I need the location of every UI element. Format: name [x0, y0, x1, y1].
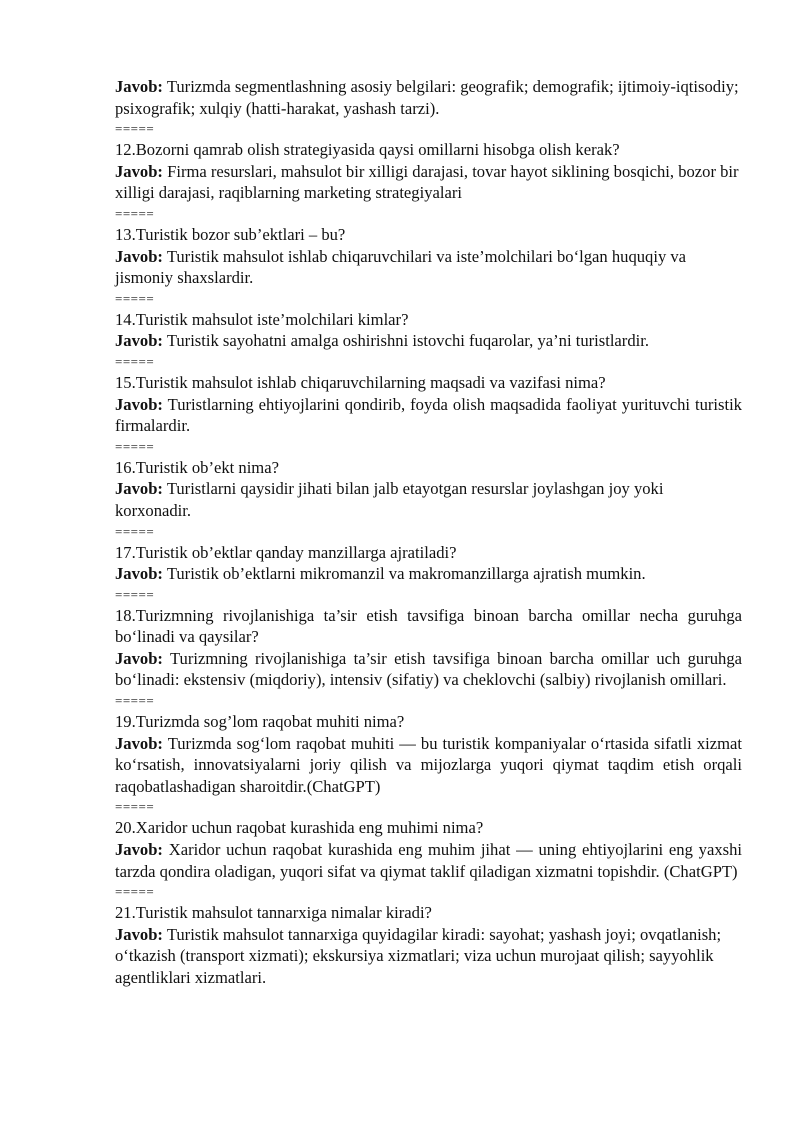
answer-label: Javob:	[115, 77, 163, 96]
question: 19.Turizmda sog’lom raqobat muhiti nima?	[115, 712, 405, 732]
qa-entry-14	[115, 309, 742, 372]
separator: =====	[115, 353, 155, 369]
qa-entry-21	[115, 902, 742, 988]
question: 17.Turistik ob’ektlar qanday manzillarga ajratiladi?	[115, 542, 457, 562]
answer-label: Javob:	[115, 924, 163, 944]
answer	[115, 924, 742, 989]
qa-entry-18	[115, 605, 742, 711]
answer	[115, 330, 742, 352]
answer-text: Turistlarni qaysidir jihati bilan jalb etayotgan resurslar joylashgan joy yoki korxonadir.	[115, 479, 664, 520]
answer	[115, 563, 742, 585]
answer-label: Javob:	[115, 394, 163, 414]
qa-entry-19	[115, 711, 742, 817]
separator: =====	[115, 290, 155, 306]
answer	[115, 733, 742, 798]
answer-label: Javob:	[115, 840, 163, 860]
answer-text: Xaridor uchun raqobat kurashida eng muhim jihat — uning ehtiyojlarini eng yaxshi tarzda qondira oladigan, yuqori sifat va qiymat taklif qiladigan xizmatni topishdir. (ChatGPT)	[115, 840, 742, 881]
question: 13.Turistik bozor sub’ektlari – bu?	[115, 224, 346, 244]
answer-label: Javob:	[115, 161, 163, 181]
answer	[115, 76, 742, 119]
question: 14.Turistik mahsulot iste’molchilari kimlar?	[115, 309, 409, 329]
question: 20.Xaridor uchun raqobat kurashida eng muhimi nima?	[115, 818, 484, 838]
answer-text: Turistik mahsulot ishlab chiqaruvchilari va iste’molchilari bo‘lgan huquqiy va jismoniy shaxslardir.	[115, 246, 687, 288]
answer-text: Turizmda segmentlashning asosiy belgilari: geografik; demografik; ijtimoiy-iqtisodiy; psixografik; xulqiy (hatti-harakat, yashash tarzi).	[115, 77, 739, 118]
answer	[115, 161, 742, 204]
answer-text: Turistik sayohatni amalga oshirishni istovchi fuqarolar, ya’ni turistlardir.	[166, 331, 649, 351]
separator: =====	[115, 884, 155, 900]
question: 18.Turizmning rivojlanishiga ta’sir etish tavsifiga binoan barcha omillar necha guruhga bo‘linadi va qaysilar?	[115, 605, 742, 647]
answer-label: Javob:	[115, 246, 163, 266]
answer-text: Turistik ob’ektlarni mikromanzil va makromanzillarga ajratish mumkin.	[166, 564, 646, 584]
qa-entry-11	[115, 76, 742, 139]
separator: =====	[115, 523, 155, 539]
qa-entry-20	[115, 817, 742, 902]
question: 16.Turistik ob’ekt nima?	[115, 457, 279, 477]
answer-text: Turistlarning ehtiyojlarini qondirib, foyda olish maqsadida faoliyat yurituvchi turistik firmalardir.	[115, 394, 742, 436]
qa-entry-17	[115, 542, 742, 605]
answer-label: Javob:	[115, 331, 163, 351]
answer-text: Turizmning rivojlanishiga ta’sir etish tavsifiga binoan barcha omillar uch guruhga bo‘linadi: ekstensiv (miqdoriy), intensiv (sifatiy) va cheklovchi (salbiy) rivojlanish omillari.	[115, 648, 743, 690]
qa-entry-15	[115, 372, 742, 457]
separator: =====	[115, 693, 155, 709]
answer-text: Firma resurslari, mahsulot bir xilligi darajasi, tovar hayot siklining bosqichi, bozor bir xilligi darajasi, raqiblarning marketing strategiyalari	[115, 161, 739, 203]
separator: =====	[115, 121, 155, 137]
separator: =====	[115, 438, 155, 454]
question: 12.Bozorni qamrab olish strategiyasida qaysi omillarni hisobga olish kerak?	[115, 140, 620, 160]
answer	[115, 394, 742, 437]
document-page	[115, 76, 742, 989]
answer-text: Turistik mahsulot tannarxiga quyidagilar kiradi: sayohat; yashash joyi; ovqatlanish; o‘tkazish (transport xizmati); ekskursiya xizmatlari; viza uchun murojaat qilish; sayyohlik agentliklari xizmatlari.	[115, 924, 722, 987]
answer-label: Javob:	[115, 479, 163, 499]
question: 21.Turistik mahsulot tannarxiga nimalar kiradi?	[115, 903, 432, 923]
answer-text: Turizmda sog‘lom raqobat muhiti — bu turistik kompaniyalar o‘rtasida sifatli xizmat ko‘rsatish, innovatsiyalarni joriy qilish va mijozlarga yuqori qiymat taqdim etish orqali raqobatlashadigan sharoitdir.(ChatGPT)	[115, 733, 742, 796]
answer	[115, 246, 742, 289]
answer-label: Javob:	[115, 648, 163, 668]
separator: =====	[115, 586, 155, 602]
answer	[115, 648, 742, 691]
qa-entry-12	[115, 139, 742, 224]
answer-label: Javob:	[115, 564, 163, 584]
qa-entry-13	[115, 224, 742, 309]
question: 15.Turistik mahsulot ishlab chiqaruvchilarning maqsadi va vazifasi nima?	[115, 372, 606, 392]
answer	[115, 478, 742, 521]
qa-entry-16	[115, 457, 742, 542]
answer-label: Javob:	[115, 733, 163, 753]
separator: =====	[115, 799, 155, 815]
separator: =====	[115, 205, 155, 221]
answer	[115, 839, 742, 882]
